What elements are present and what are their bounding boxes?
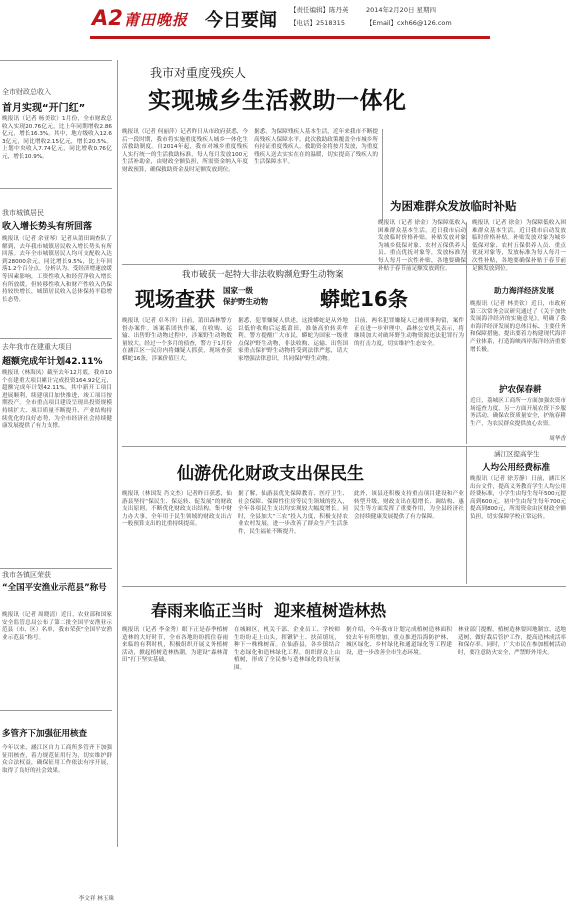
article-headline: 超额完成年计划42.11% [2, 357, 103, 367]
article-byline: 李文祥 林玉珠 [78, 896, 114, 902]
headline-part: 现场查获 [135, 287, 215, 311]
story3-headline: 仙游优化财政支出保民生 [177, 464, 364, 484]
article-body: 晚报讯（记者 周晓清）近日，农业部和国家安全监管总局公布了第二批全国平安渔业示范县（市、区）名单，我市荣获“全国平安渔业示范县”称号。 [2, 612, 112, 641]
side-body: 近日，荔城区工商所一方面加强农资市场巡查力度，另一方面开展农资下乡服务活动，确保农资质量安全，护航春耕生产，为农民群众提供放心农资。 [470, 398, 566, 427]
page-number: A2 [92, 6, 123, 30]
top-story-col1: 晚报讯（记者 何丽萍）记者昨日从市政府获悉，今后一段时期，我市将实施重度残疾人城乡一体化生活救助制度。自2014年起，我市对城乡重度残疾人实行统一的生活救助标准，每人每月发放100元生活补助金，由财政全额负担，所需资金纳入年度财政预算，确保救助资金及时足额发放到位。 [122, 129, 248, 173]
headline-part: 保护野生动物 [223, 297, 268, 306]
article-kicker: 全市财政总收入 [2, 88, 51, 96]
article-body: 今年以来，涵江区自力工商所多管齐下加强征用核查，着力规范征用行为，切实维护群众合法权益，确保征用工作依法有序开展，取得了良好的社会效果。 [2, 745, 112, 774]
article-headline: “全国平安渔业示范县”称号 [2, 583, 107, 593]
story4-headline: 春雨来临正当时 迎来植树造林热 [151, 601, 387, 620]
article-headline: 多管齐下加强征用核查 [2, 729, 88, 739]
side-headline: 人均公用经费标准 [482, 463, 551, 473]
side-headline: 为困难群众发放临时补贴 [390, 199, 517, 213]
section-title: 今日要闻 [205, 10, 277, 31]
article-headline: 收入增长势头有所回落 [2, 222, 93, 232]
story4-col4: 林业部门提醒，植树造林要因地制宜、适地适树，做好栽后管护工作，提高造林成活率和保存率。同时，广大市民在参加植树活动时，要注意防火安全，严禁野外用火。 [458, 627, 566, 656]
story2-headline [135, 283, 460, 313]
side-body-right: 晚报讯（记者 徐金）为保障低收入困难群众基本生活，近日我市启动发放临时价格补贴。补贴发放对象为城乡低保对象、农村五保供养人员、重点优抚对象等，发放标准为每人每月一次性补贴，各地要确保补贴于春节前足额发放到位。 [472, 220, 566, 272]
paper-logo: 莆田晚报 [124, 11, 189, 29]
headline-part: 蟒蛇16条 [320, 287, 408, 311]
article-kicker: 去年我市在建重大项目 [2, 343, 72, 351]
article-kicker: 我市各镇区荣获 [2, 571, 51, 579]
story3-col1: 晚报讯（林国发 肖文杰）记者昨日获悉，仙游县坚持“保民生、保运转、促发展”的财政支出原则，不断优化财政支出结构，集中财力办大事，全年用于民生领域的财政支出占一般预算支出的比重持续提高。 [122, 491, 232, 528]
masthead-rule [90, 36, 490, 39]
side-headline: 护农保春耕 [499, 385, 542, 395]
headline-part: 国家一级 [223, 286, 253, 295]
email-info: 【Email】cxh66@126.com [366, 19, 452, 27]
story3-col2: 据了解，仙游县优先保障教育、医疗卫生、社会保障、保障性住房等民生领域的投入，全年各项民生支出均实现较大幅度增长。同时，全县加大“三农”投入力度，积极支持农业农村发展，进一步改善了群众生产生活条件，民生福祉不断提升。 [238, 491, 348, 535]
story2-col1: 晚报讯（记者 卓冬洋）日前，莆田森林警方督办案件。该案系团伙作案，在收购、运输、出售野生动物过程中，涉案野生动物数量较大。经过一个多月的侦查，警方于1月份在涵江区一民房内将嫌疑人抓获，现场查获蟒蛇16条，涉案价值巨大。 [122, 318, 232, 362]
top-story-headline: 实现城乡生活救助一体化 [148, 88, 407, 114]
article-body: 晚报讯（记者 余亚琴）记者从莆田调查队了解到，去年我市城镇居民收入增长势头有所回落。去年全市城镇居民人均可支配收入达到28000余元，同比增长9.5%，比上年回落1.2个百分点。分析认为，受经济增速放缓等因素影响，工资性收入和经营净收入增长有所放缓，但转移性收入和财产性收入仍保持较快增长，城镇居民收入总体保持平稳增长态势。 [2, 236, 112, 303]
story2-kicker: 我市破获一起特大非法收购濒危野生动物案 [182, 270, 344, 280]
top-story-col2: 据悉，为保障残疾人基本生活，近年来我市不断提高残疾人保障水平。此次救助政策覆盖全市城乡所有持证重度残疾人，救助资金将按月发放，为重度残疾人送去实实在在的温暖，切实提高了残疾人的生活保障水平。 [254, 129, 378, 166]
issue-date: 2014年2月20日 星期四 [366, 6, 437, 14]
story2-col2: 据悉，犯罪嫌疑人供述，这批蟒蛇是从外地以低价收购后运抵莆田，准备高价转卖牟利。警方提醒广大市民，蟒蛇为国家一级重点保护野生动物，非法收购、运输、出售国家重点保护野生动物将受到法律严惩，请大家增强法律意识，共同保护野生动物。 [238, 318, 348, 362]
story4-col2: 在城厢区，机关干部、企业员工、学校师生纷纷走上山头，挥锹铲土、扶苗填坑，种下一株株树苗。在仙游县，各乡镇结合生态绿化和造林绿化工程，组织群众上山植树，形成了全民参与造林绿化的良好氛围。 [234, 627, 340, 671]
top-story-kicker: 我市对重度残疾人 [150, 66, 247, 80]
side-body: 晚报讯（记者 徐芳静）日前，涵江区出台文件，提高义务教育学生人均公用经费标准，小学生由每生每年500元提高到600元，初中生由每生每年700元提高到800元，所需资金由区财政全额负担，切实保障学校正常运转。 [470, 476, 566, 520]
article-kicker: 我市城镇居民 [2, 209, 44, 217]
editor-info: 【责任编辑】陈丹英 [290, 6, 349, 14]
article-body: 晚报讯（记者 杨美钦）1月份，全市财政总收入实现20.76亿元，比上年同期增收2.86亿元，增长16.3%。其中，地方级收入12.63亿元，同比增收2.15亿元，增长20.5%。上划中央收入7.74亿元，同比增收0.76亿元，增长10.9%。 [2, 116, 112, 160]
side-body-left: 晚报讯（记者 徐金）为保障低收入困难群众基本生活，近日我市启动发放临时价格补贴。补贴发放对象为城乡低保对象、农村五保供养人员、重点优抚对象等，发放标准为每人每月一次性补贴，各地要确保补贴于春节前足额发放到位。 [378, 220, 466, 272]
article-headline: 首月实现“开门红” [2, 103, 86, 114]
side-kicker: 涵江区提高学生 [494, 450, 540, 458]
left-column [0, 60, 118, 902]
side-byline: 周华香 [549, 436, 566, 442]
article-body: 晚报讯（林海凤）截至去年12月底，我市10个在建重大项目累计完成投资164.92亿元，超额完成年计划42.11%，其中新开工项目进展顺利，续建项目加快推进，竣工项目按期投产。全市重点项目建设呈现出投资规模持续扩大、项目质量不断提升、产业结构持续优化的良好态势，为全市经济社会持续健康发展提供了有力支撑。 [2, 370, 112, 430]
story4-col3: 据介绍，今年我市计划完成植树造林面积较去年有所增加，重点推进沿海防护林、城区绿化、乡村绿化和通道绿化等工程建设，进一步改善全市生态环境。 [346, 627, 452, 656]
column-divider [117, 60, 118, 847]
phone-info: 【电话】2518315 [290, 19, 345, 27]
story3-col3: 此外，该县还积极支持重点项目建设和产业转型升级，财政支出在稳增长、调结构、惠民生等方面发挥了重要作用，为全县经济社会持续健康发展提供了有力保障。 [354, 491, 464, 520]
masthead [0, 0, 570, 44]
story4-col1: 晚报讯（记者 李金秀）眼下正是春季植树造林的大好时节，全市各地纷纷抓住春雨来临的有利时机，积极组织开展义务植树活动，掀起植树造林热潮，为建设“森林莆田”打下坚实基础。 [122, 627, 228, 664]
story2-col3: 目前，两名犯罪嫌疑人已被刑事拘留，案件正在进一步审理中。森林公安机关表示，将继续加大对破坏野生动物资源违法犯罪行为的打击力度，切实维护生态安全。 [354, 318, 464, 347]
side-body: 晚报讯（记者 林美钦）近日，市政府第三次常务会议研究通过了《关于加快发展海洋经济的实施意见》，明确了我市海洋经济发展的总体目标、主要任务和保障措施，提出要着力构建现代海洋产业体系，打造海峡西岸海洋经济重要增长极。 [470, 301, 566, 353]
side-headline: 助力海洋经济发展 [494, 286, 554, 295]
